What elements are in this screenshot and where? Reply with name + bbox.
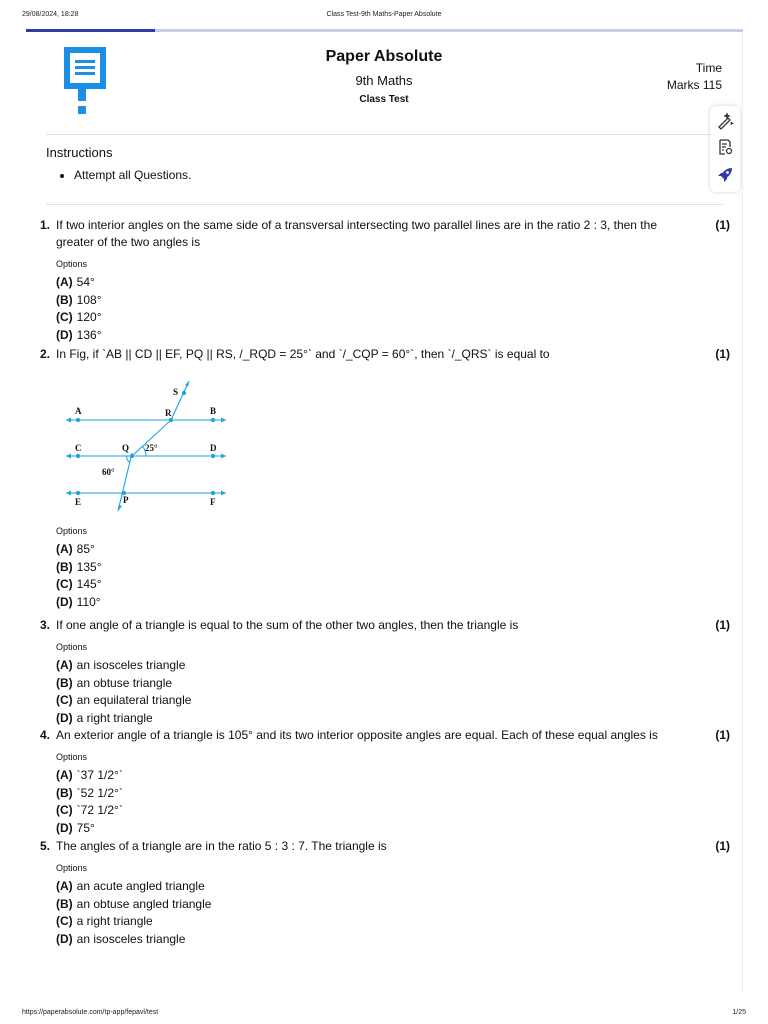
question-number: 1. xyxy=(40,218,51,232)
option-letter: (A) xyxy=(56,768,73,782)
option-a[interactable] xyxy=(56,878,730,896)
test-type: Class Test xyxy=(359,94,409,105)
option-text: a right triangle xyxy=(76,710,153,725)
option-text: 85° xyxy=(76,542,95,556)
option-d[interactable] xyxy=(56,327,730,345)
question-marks: (1) xyxy=(715,347,730,361)
question-text: If two interior angles on the same side of a transversal intersecting two parallel lines are in the ratio 2 : 3, then the greater of the two angles is xyxy=(56,218,657,249)
option-letter: (A) xyxy=(56,275,73,289)
brand-title: Paper Absolute xyxy=(325,48,443,65)
point-label-c: C xyxy=(75,443,82,453)
option-b[interactable] xyxy=(56,292,730,310)
option-d[interactable] xyxy=(56,931,730,949)
option-letter: (A) xyxy=(56,542,73,556)
rocket-icon[interactable] xyxy=(716,166,734,184)
option-d[interactable] xyxy=(56,594,730,612)
option-letter: (C) xyxy=(56,693,73,707)
print-datetime: 29/08/2024, 18:28 xyxy=(22,11,79,18)
option-text: an obtuse angled triangle xyxy=(76,896,212,911)
question-text: The angles of a triangle are in the ratio 5 : 3 : 7. The triangle is xyxy=(56,839,387,853)
option-text: `72 1/2°` xyxy=(76,803,123,817)
options-label: Options xyxy=(56,259,88,269)
document-settings-icon[interactable] xyxy=(716,138,734,156)
point-label-s: S xyxy=(173,387,179,397)
page-edge xyxy=(742,32,743,992)
option-b[interactable] xyxy=(56,675,730,693)
instructions xyxy=(46,145,191,182)
option-a[interactable] xyxy=(56,274,730,292)
point-label-p: P xyxy=(123,495,129,505)
point-label-b: B xyxy=(210,406,217,416)
option-text: an isosceles triangle xyxy=(76,658,186,672)
marks-label: Marks 115 xyxy=(666,78,722,92)
question-number: 5. xyxy=(40,839,51,853)
option-b[interactable] xyxy=(56,896,730,914)
option-text: 54° xyxy=(76,275,95,289)
question-marks: (1) xyxy=(715,839,730,853)
option-letter: (A) xyxy=(56,658,73,672)
point-label-a: A xyxy=(75,406,82,416)
option-text: 145° xyxy=(76,577,102,591)
question-number: 4. xyxy=(40,728,51,742)
option-text: an equilateral triangle xyxy=(76,693,192,707)
option-a[interactable] xyxy=(56,657,730,675)
print-title: Class Test-9th Maths-Paper Absolute xyxy=(326,11,442,18)
test-header xyxy=(0,48,768,105)
option-text: `52 1/2°` xyxy=(76,785,123,800)
angle-label-25: 25° xyxy=(145,443,158,453)
option-letter: (B) xyxy=(56,675,73,690)
option-letter: (B) xyxy=(56,896,73,911)
header-divider xyxy=(46,134,723,135)
test-meta xyxy=(667,60,722,94)
option-c[interactable] xyxy=(56,576,730,594)
parallel-lines-figure xyxy=(56,379,232,519)
option-letter: (B) xyxy=(56,785,73,800)
option-b[interactable] xyxy=(56,785,730,803)
option-letter: (C) xyxy=(56,914,73,928)
option-letter: (B) xyxy=(56,292,73,307)
option-letter: (C) xyxy=(56,310,73,324)
option-a[interactable] xyxy=(56,541,730,559)
option-text: an acute angled triangle xyxy=(76,879,205,893)
option-text: 108° xyxy=(76,292,102,307)
question-text: In Fig, if `AB || CD || EF, PQ || RS, /_RQD = 25°` and `/_CQP = 60°`, then `/_QRS` is equal to xyxy=(56,347,550,361)
subject-title: 9th Maths xyxy=(355,73,413,88)
option-text: 110° xyxy=(76,594,101,609)
option-text: 136° xyxy=(76,327,102,342)
option-letter: (D) xyxy=(56,820,73,835)
question-marks: (1) xyxy=(715,728,730,742)
question-2 xyxy=(40,346,730,611)
option-d[interactable] xyxy=(56,710,730,728)
point-label-q: Q xyxy=(122,443,130,453)
instruction-item: • Attempt all Questions. xyxy=(74,168,191,182)
question-marks: (1) xyxy=(715,218,730,232)
option-letter: (D) xyxy=(56,710,73,725)
page-number: 1/25 xyxy=(732,1009,746,1016)
option-c[interactable] xyxy=(56,309,730,327)
option-a[interactable] xyxy=(56,767,730,785)
point-label-d: D xyxy=(210,443,217,453)
angle-label-60: 60° xyxy=(102,467,115,477)
point-label-f: F xyxy=(210,497,216,507)
progress-bar xyxy=(26,29,743,32)
option-text: 135° xyxy=(76,559,102,574)
option-text: `37 1/2°` xyxy=(76,768,123,782)
option-text: 120° xyxy=(76,310,102,324)
option-letter: (D) xyxy=(56,327,73,342)
progress-fill xyxy=(26,29,155,32)
question-4 xyxy=(40,727,730,837)
option-c[interactable] xyxy=(56,913,730,931)
instructions-list xyxy=(46,168,191,182)
time-label: Time xyxy=(695,61,722,75)
option-b[interactable] xyxy=(56,559,730,577)
options-label: Options xyxy=(56,863,88,873)
option-letter: (D) xyxy=(56,594,73,609)
question-number: 2. xyxy=(40,347,51,361)
option-text: 75° xyxy=(76,820,95,835)
options-label: Options xyxy=(56,752,88,762)
question-number: 3. xyxy=(40,618,51,632)
edit-sparkle-icon[interactable] xyxy=(716,112,734,130)
option-letter: (D) xyxy=(56,931,73,946)
option-c[interactable] xyxy=(56,692,730,710)
options-label: Options xyxy=(56,526,88,536)
point-label-r: R xyxy=(165,408,172,418)
option-letter: (B) xyxy=(56,559,73,574)
question-text: If one angle of a triangle is equal to the sum of the other two angles, then the triangle is xyxy=(56,618,519,632)
option-c[interactable] xyxy=(56,802,730,820)
option-text: an isosceles triangle xyxy=(76,931,186,946)
option-text: a right triangle xyxy=(76,914,153,928)
options-label: Options xyxy=(56,642,88,652)
question-1 xyxy=(40,217,730,344)
instructions-divider xyxy=(46,204,723,205)
point-label-e: E xyxy=(75,497,82,507)
print-url: https://paperabsolute.com/tp-app/fepavl/test xyxy=(22,1009,159,1016)
option-letter: (A) xyxy=(56,879,73,893)
question-marks: (1) xyxy=(715,618,730,632)
floating-toolbar xyxy=(710,106,740,192)
question-text: An exterior angle of a triangle is 105° and its two interior opposite angles are equal. Each of these equal angles is xyxy=(56,728,658,742)
question-5 xyxy=(40,838,730,948)
option-text: an obtuse triangle xyxy=(76,675,173,690)
option-letter: (C) xyxy=(56,577,73,591)
option-d[interactable] xyxy=(56,820,730,838)
option-letter: (C) xyxy=(56,803,73,817)
instructions-heading: Instructions xyxy=(46,145,113,160)
question-3 xyxy=(40,617,730,727)
